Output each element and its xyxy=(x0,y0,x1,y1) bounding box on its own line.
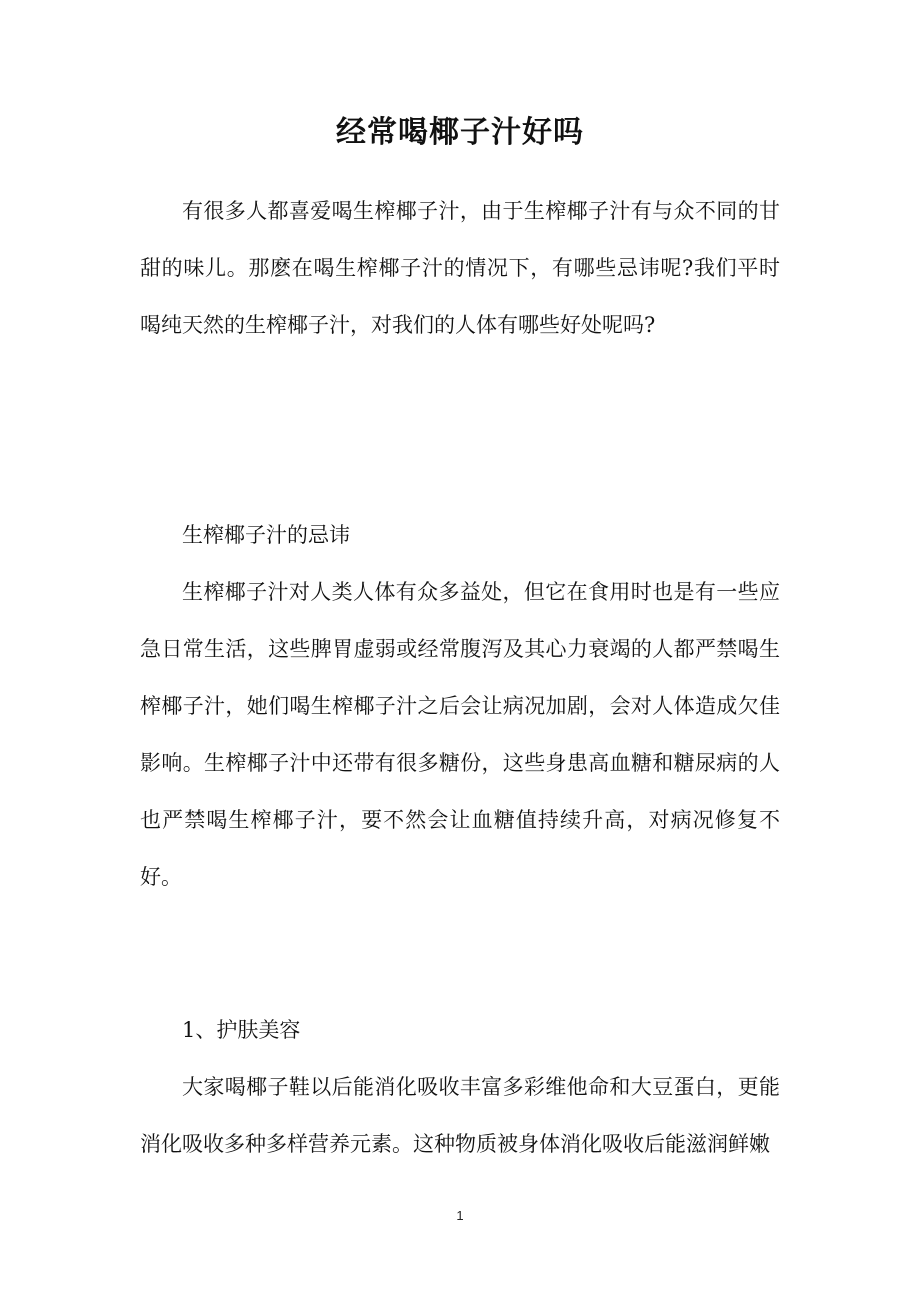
intro-paragraph: 有很多人都喜爱喝生榨椰子汁，由于生榨椰子汁有与众不同的甘甜的味儿。那麽在喝生榨椰子汁的情况下，有哪些忌讳呢?我们平时喝纯天然的生榨椰子汁，对我们的人体有哪些好处呢吗? xyxy=(140,199,780,337)
document-title: 经常喝椰子汁好吗 xyxy=(336,115,584,150)
taboo-section-heading: 生榨椰子汁的忌讳 xyxy=(182,523,350,547)
page-number: 1 xyxy=(456,1208,464,1223)
skin-care-section-heading: 1、护肤美容 xyxy=(182,1018,301,1042)
skin-care-paragraph: 大家喝椰子鞋以后能消化吸收丰富多彩维他命和大豆蛋白，更能消化吸收多种多样营养元素。这种物质被身体消化吸收后能滋润鲜嫩 xyxy=(140,1075,780,1156)
taboo-paragraph: 生榨椰子汁对人类人体有众多益处，但它在食用时也是有一些应急日常生活，这些脾胃虚弱或经常腹泻及其心力衰竭的人都严禁喝生榨椰子汁，她们喝生榨椰子汁之后会让病况加剧，会对人体造成欠佳影响。生榨椰子汁中还带有很多糖份，这些身患高血糖和糖尿病的人也严禁喝生榨椰子汁，要不然会让血糖值持续升高，对病况修复不好。 xyxy=(140,580,780,889)
